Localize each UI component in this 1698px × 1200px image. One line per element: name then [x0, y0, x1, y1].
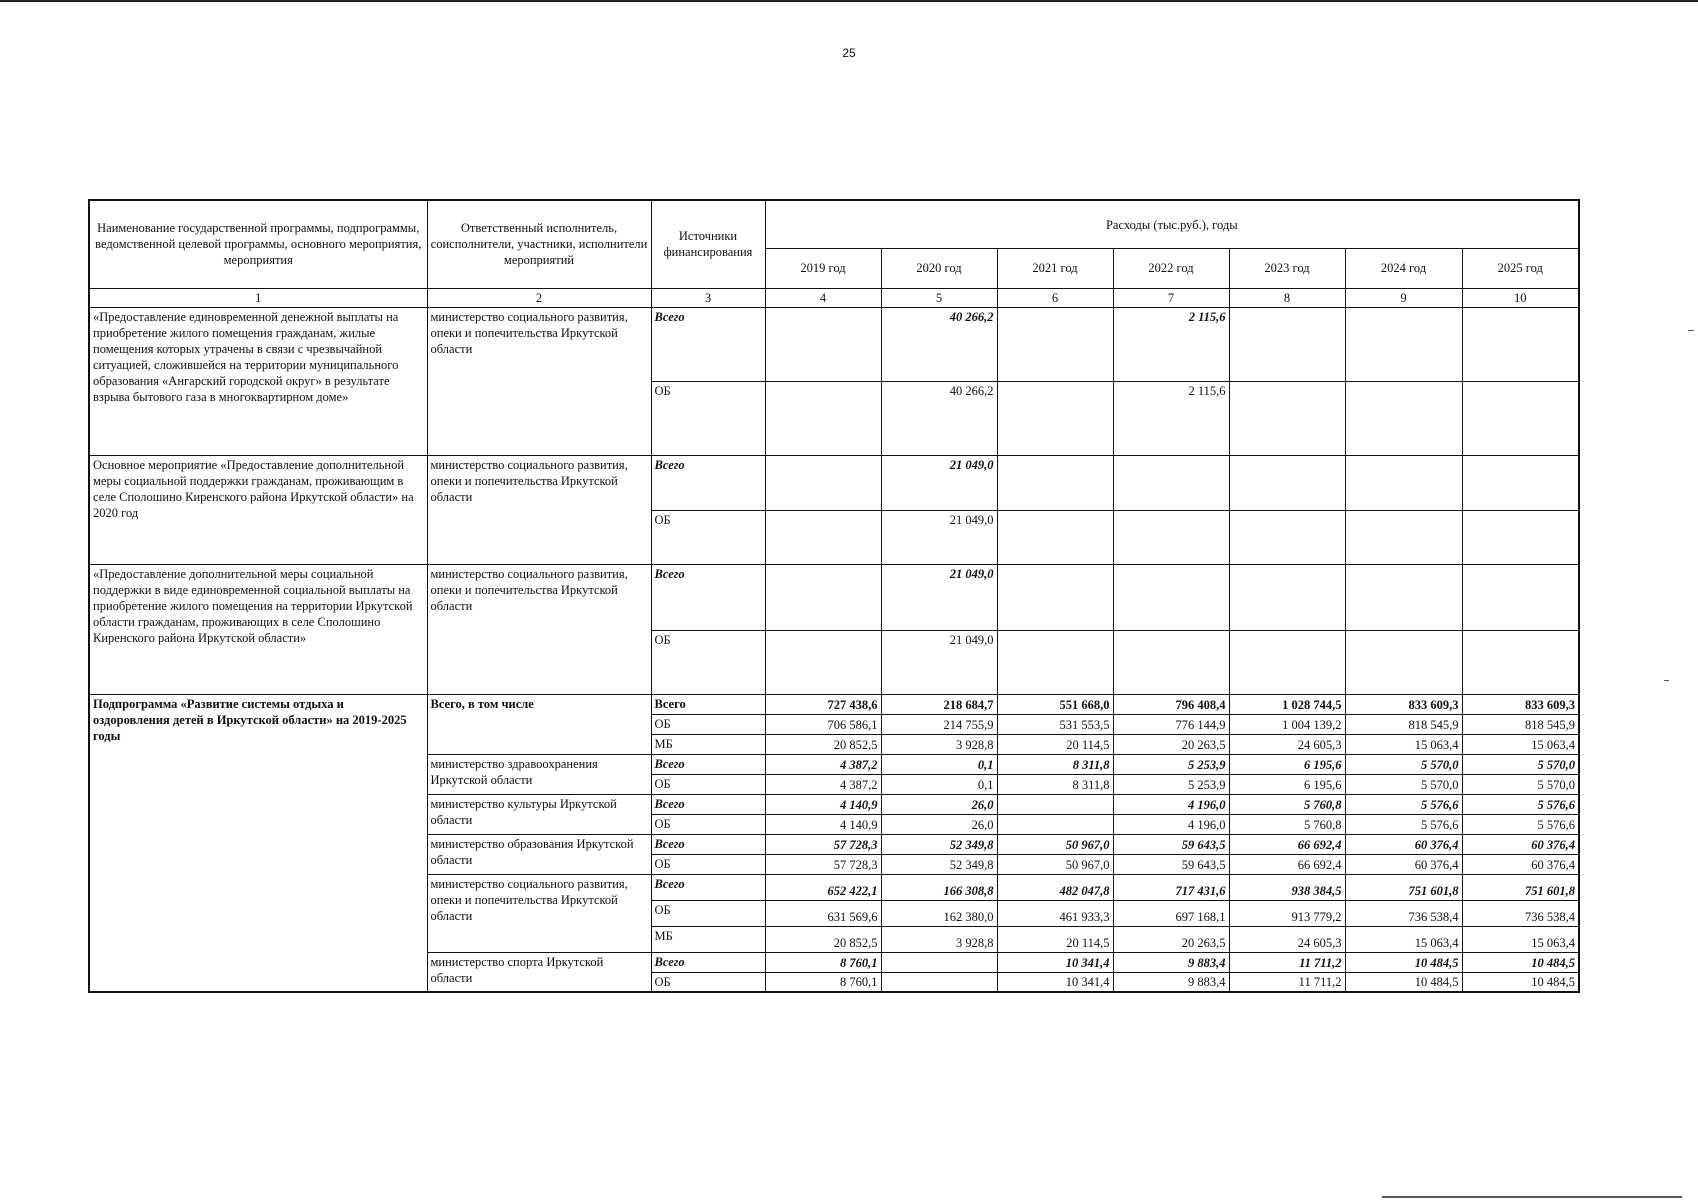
amount-cell — [1345, 381, 1462, 455]
amount-cell: 4 196,0 — [1113, 794, 1229, 814]
source-label: ОБ — [651, 854, 765, 874]
amount-cell — [1345, 455, 1462, 510]
header-executor: Ответственный исполнитель, соисполнители, участники, исполнители мероприятий — [427, 200, 651, 288]
scan-bottom-edge — [1382, 1196, 1682, 1198]
header-year: 2025 год — [1462, 248, 1579, 288]
amount-cell: 631 569,6 — [765, 900, 881, 926]
header-year: 2021 год — [997, 248, 1113, 288]
scan-mark — [1688, 330, 1694, 331]
amount-cell — [1229, 307, 1345, 381]
amount-cell: 776 144,9 — [1113, 714, 1229, 734]
amount-cell — [765, 381, 881, 455]
column-index: 5 — [881, 288, 997, 307]
amount-cell: 1 004 139,2 — [1229, 714, 1345, 734]
amount-cell: 50 967,0 — [997, 834, 1113, 854]
amount-cell — [1462, 455, 1579, 510]
ministry-name: министерство здравоохранения Иркутской области — [427, 754, 651, 794]
amount-cell: 9 883,4 — [1113, 952, 1229, 972]
amount-cell — [1345, 510, 1462, 564]
amount-cell: 5 576,6 — [1462, 814, 1579, 834]
amount-cell: 938 384,5 — [1229, 874, 1345, 900]
amount-cell: 214 755,9 — [881, 714, 997, 734]
column-index: 1 — [89, 288, 427, 307]
amount-cell: 8 760,1 — [765, 972, 881, 992]
amount-cell: 736 538,4 — [1462, 900, 1579, 926]
amount-cell: 66 692,4 — [1229, 854, 1345, 874]
amount-cell: 4 140,9 — [765, 794, 881, 814]
amount-cell: 461 933,3 — [997, 900, 1113, 926]
table-row — [89, 564, 1579, 630]
amount-cell — [1462, 307, 1579, 381]
header-year: 2023 год — [1229, 248, 1345, 288]
amount-cell: 5 253,9 — [1113, 774, 1229, 794]
amount-cell — [765, 455, 881, 510]
source-label: Всего — [651, 455, 765, 510]
source-label: Всего — [651, 694, 765, 714]
amount-cell: 15 063,4 — [1345, 734, 1462, 754]
amount-cell: 21 049,0 — [881, 510, 997, 564]
amount-cell: 5 760,8 — [1229, 814, 1345, 834]
amount-cell — [997, 510, 1113, 564]
amount-cell — [1229, 381, 1345, 455]
amount-cell: 913 779,2 — [1229, 900, 1345, 926]
column-index: 3 — [651, 288, 765, 307]
column-index: 4 — [765, 288, 881, 307]
amount-cell: 21 049,0 — [881, 564, 997, 630]
amount-cell: 10 341,4 — [997, 972, 1113, 992]
source-label: ОБ — [651, 900, 765, 926]
amount-cell — [997, 794, 1113, 814]
amount-cell: 8 311,8 — [997, 774, 1113, 794]
column-index: 6 — [997, 288, 1113, 307]
header-year: 2019 год — [765, 248, 881, 288]
amount-cell: 26,0 — [881, 794, 997, 814]
amount-cell — [1229, 455, 1345, 510]
source-label: ОБ — [651, 381, 765, 455]
amount-cell: 751 601,8 — [1462, 874, 1579, 900]
amount-cell: 50 967,0 — [997, 854, 1113, 874]
amount-cell: 796 408,4 — [1113, 694, 1229, 714]
event-name: «Предоставление дополнительной меры социальной поддержки в виде единовременной социальной выплаты на приобретение жилого помещения на территории Иркутской области гражданам, проживающих в селе Сполошино Киренского района Иркутской области» — [89, 564, 427, 694]
amount-cell: 2 115,6 — [1113, 307, 1229, 381]
amount-cell: 20 852,5 — [765, 926, 881, 952]
amount-cell: 10 341,4 — [997, 952, 1113, 972]
ministry-name: министерство социального развития, опеки и попечительства Иркутской области — [427, 874, 651, 952]
amount-cell: 8 760,1 — [765, 952, 881, 972]
subprogram-name: Подпрограмма «Развитие системы отдыха и оздоровления детей в Иркутской области» на 2019-2025 годы — [89, 694, 427, 992]
amount-cell: 59 643,5 — [1113, 854, 1229, 874]
amount-cell: 6 195,6 — [1229, 774, 1345, 794]
amount-cell: 5 760,8 — [1229, 794, 1345, 814]
amount-cell: 15 063,4 — [1462, 734, 1579, 754]
amount-cell — [765, 564, 881, 630]
amount-cell — [1345, 630, 1462, 694]
amount-cell: 52 349,8 — [881, 854, 997, 874]
amount-cell: 736 538,4 — [1345, 900, 1462, 926]
amount-cell: 5 576,6 — [1345, 794, 1462, 814]
amount-cell: 3 928,8 — [881, 926, 997, 952]
amount-cell — [1345, 307, 1462, 381]
source-label: ОБ — [651, 972, 765, 992]
amount-cell: 20 263,5 — [1113, 734, 1229, 754]
scan-top-edge — [0, 0, 1698, 2]
source-label: Всего — [651, 834, 765, 854]
ministry-name: министерство спорта Иркутской области — [427, 952, 651, 992]
amount-cell: 4 387,2 — [765, 754, 881, 774]
amount-cell: 24 605,3 — [1229, 734, 1345, 754]
amount-cell — [765, 630, 881, 694]
event-name: «Предоставление единовременной денежной выплаты на приобретение жилого помещения гражданам, жилые помещения которых утрачены в связи с чрезвычайной ситуацией, сложившейся на территории муниципального образования «Ангарский городской округ» в результате взрыва бытового газа в многоквартирном доме» — [89, 307, 427, 455]
amount-cell: 0,1 — [881, 754, 997, 774]
amount-cell — [997, 381, 1113, 455]
amount-cell: 551 668,0 — [997, 694, 1113, 714]
amount-cell: 10 484,5 — [1345, 952, 1462, 972]
source-label: ОБ — [651, 510, 765, 564]
amount-cell: 57 728,3 — [765, 834, 881, 854]
amount-cell: 60 376,4 — [1345, 834, 1462, 854]
table-row — [89, 694, 1579, 714]
amount-cell: 218 684,7 — [881, 694, 997, 714]
header-expenses: Расходы (тыс.руб.), годы — [765, 200, 1579, 248]
amount-cell: 818 545,9 — [1345, 714, 1462, 734]
amount-cell: 11 711,2 — [1229, 952, 1345, 972]
amount-cell: 59 643,5 — [1113, 834, 1229, 854]
amount-cell: 5 253,9 — [1113, 754, 1229, 774]
ministry-name: министерство культуры Иркутской области — [427, 794, 651, 834]
amount-cell — [1113, 564, 1229, 630]
amount-cell: 162 380,0 — [881, 900, 997, 926]
table-body — [89, 307, 1579, 992]
amount-cell: 40 266,2 — [881, 307, 997, 381]
amount-cell — [1462, 381, 1579, 455]
amount-cell: 24 605,3 — [1229, 926, 1345, 952]
amount-cell: 26,0 — [881, 814, 997, 834]
amount-cell: 751 601,8 — [1345, 874, 1462, 900]
amount-cell: 5 570,0 — [1462, 754, 1579, 774]
event-name: Основное мероприятие «Предоставление дополнительной меры социальной поддержки гражданам, проживающим в селе Сполошино Киренского района Иркутской области» на 2020 год — [89, 455, 427, 564]
amount-cell: 60 376,4 — [1462, 854, 1579, 874]
amount-cell: 0,1 — [881, 774, 997, 794]
executor-name: министерство социального развития, опеки и попечительства Иркутской области — [427, 307, 651, 455]
column-index: 2 — [427, 288, 651, 307]
amount-cell: 3 928,8 — [881, 734, 997, 754]
amount-cell: 20 852,5 — [765, 734, 881, 754]
amount-cell: 531 553,5 — [997, 714, 1113, 734]
amount-cell: 5 570,0 — [1345, 774, 1462, 794]
ministry-name: министерство образования Иркутской области — [427, 834, 651, 874]
amount-cell — [1113, 510, 1229, 564]
source-label: Всего — [651, 564, 765, 630]
amount-cell: 6 195,6 — [1229, 754, 1345, 774]
amount-cell: 57 728,3 — [765, 854, 881, 874]
column-index: 10 — [1462, 288, 1579, 307]
amount-cell: 717 431,6 — [1113, 874, 1229, 900]
amount-cell: 5 570,0 — [1462, 774, 1579, 794]
source-label: Всего — [651, 952, 765, 972]
amount-cell: 5 570,0 — [1345, 754, 1462, 774]
amount-cell: 8 311,8 — [997, 754, 1113, 774]
amount-cell — [997, 455, 1113, 510]
amount-cell — [1113, 455, 1229, 510]
column-index: 7 — [1113, 288, 1229, 307]
amount-cell: 4 140,9 — [765, 814, 881, 834]
header-program-name: Наименование государственной программы, подпрограммы, ведомственной целевой программы, основного мероприятия, мероприятия — [89, 200, 427, 288]
source-label: ОБ — [651, 714, 765, 734]
page-number: 25 — [842, 46, 856, 60]
amount-cell — [765, 510, 881, 564]
table-row — [89, 307, 1579, 381]
amount-cell: 20 114,5 — [997, 734, 1113, 754]
header-year: 2022 год — [1113, 248, 1229, 288]
amount-cell: 66 692,4 — [1229, 834, 1345, 854]
source-label: Всего — [651, 874, 765, 900]
amount-cell: 20 263,5 — [1113, 926, 1229, 952]
amount-cell: 21 049,0 — [881, 455, 997, 510]
amount-cell: 11 711,2 — [1229, 972, 1345, 992]
amount-cell — [1229, 630, 1345, 694]
amount-cell — [881, 972, 997, 992]
amount-cell: 40 266,2 — [881, 381, 997, 455]
amount-cell: 5 576,6 — [1462, 794, 1579, 814]
amount-cell: 697 168,1 — [1113, 900, 1229, 926]
amount-cell: 15 063,4 — [1462, 926, 1579, 952]
amount-cell — [1462, 630, 1579, 694]
source-label: Всего — [651, 794, 765, 814]
source-label: МБ — [651, 926, 765, 952]
amount-cell: 833 609,3 — [1345, 694, 1462, 714]
amount-cell: 4 196,0 — [1113, 814, 1229, 834]
amount-cell: 60 376,4 — [1462, 834, 1579, 854]
amount-cell — [997, 564, 1113, 630]
amount-cell: 10 484,5 — [1345, 972, 1462, 992]
amount-cell — [765, 307, 881, 381]
budget-table — [88, 199, 1580, 993]
amount-cell: 482 047,8 — [997, 874, 1113, 900]
amount-cell — [997, 814, 1113, 834]
amount-cell: 818 545,9 — [1462, 714, 1579, 734]
amount-cell — [1345, 564, 1462, 630]
amount-cell: 727 438,6 — [765, 694, 881, 714]
table-row — [89, 455, 1579, 510]
source-label: МБ — [651, 734, 765, 754]
amount-cell — [1229, 564, 1345, 630]
header-year: 2024 год — [1345, 248, 1462, 288]
source-label: ОБ — [651, 774, 765, 794]
amount-cell — [1462, 564, 1579, 630]
amount-cell — [1113, 630, 1229, 694]
executor-name: Всего, в том числе — [427, 694, 651, 754]
amount-cell — [881, 952, 997, 972]
amount-cell: 60 376,4 — [1345, 854, 1462, 874]
amount-cell: 10 484,5 — [1462, 952, 1579, 972]
amount-cell: 10 484,5 — [1462, 972, 1579, 992]
column-index: 9 — [1345, 288, 1462, 307]
column-index-row — [89, 288, 1579, 307]
column-index: 8 — [1229, 288, 1345, 307]
source-label: ОБ — [651, 814, 765, 834]
amount-cell: 166 308,8 — [881, 874, 997, 900]
amount-cell: 15 063,4 — [1345, 926, 1462, 952]
source-label: Всего — [651, 307, 765, 381]
executor-name: министерство социального развития, опеки и попечительства Иркутской области — [427, 564, 651, 694]
amount-cell — [997, 307, 1113, 381]
amount-cell: 2 115,6 — [1113, 381, 1229, 455]
amount-cell — [1462, 510, 1579, 564]
amount-cell: 9 883,4 — [1113, 972, 1229, 992]
scan-mark — [1664, 680, 1669, 681]
amount-cell: 21 049,0 — [881, 630, 997, 694]
header-funding-source: Источники финансирования — [651, 200, 765, 288]
amount-cell — [997, 630, 1113, 694]
amount-cell: 706 586,1 — [765, 714, 881, 734]
executor-name: министерство социального развития, опеки и попечительства Иркутской области — [427, 455, 651, 564]
source-label: ОБ — [651, 630, 765, 694]
amount-cell: 652 422,1 — [765, 874, 881, 900]
amount-cell: 52 349,8 — [881, 834, 997, 854]
amount-cell: 833 609,3 — [1462, 694, 1579, 714]
amount-cell: 20 114,5 — [997, 926, 1113, 952]
amount-cell — [1229, 510, 1345, 564]
header-year: 2020 год — [881, 248, 997, 288]
amount-cell: 1 028 744,5 — [1229, 694, 1345, 714]
amount-cell: 4 387,2 — [765, 774, 881, 794]
source-label: Всего — [651, 754, 765, 774]
amount-cell: 5 576,6 — [1345, 814, 1462, 834]
